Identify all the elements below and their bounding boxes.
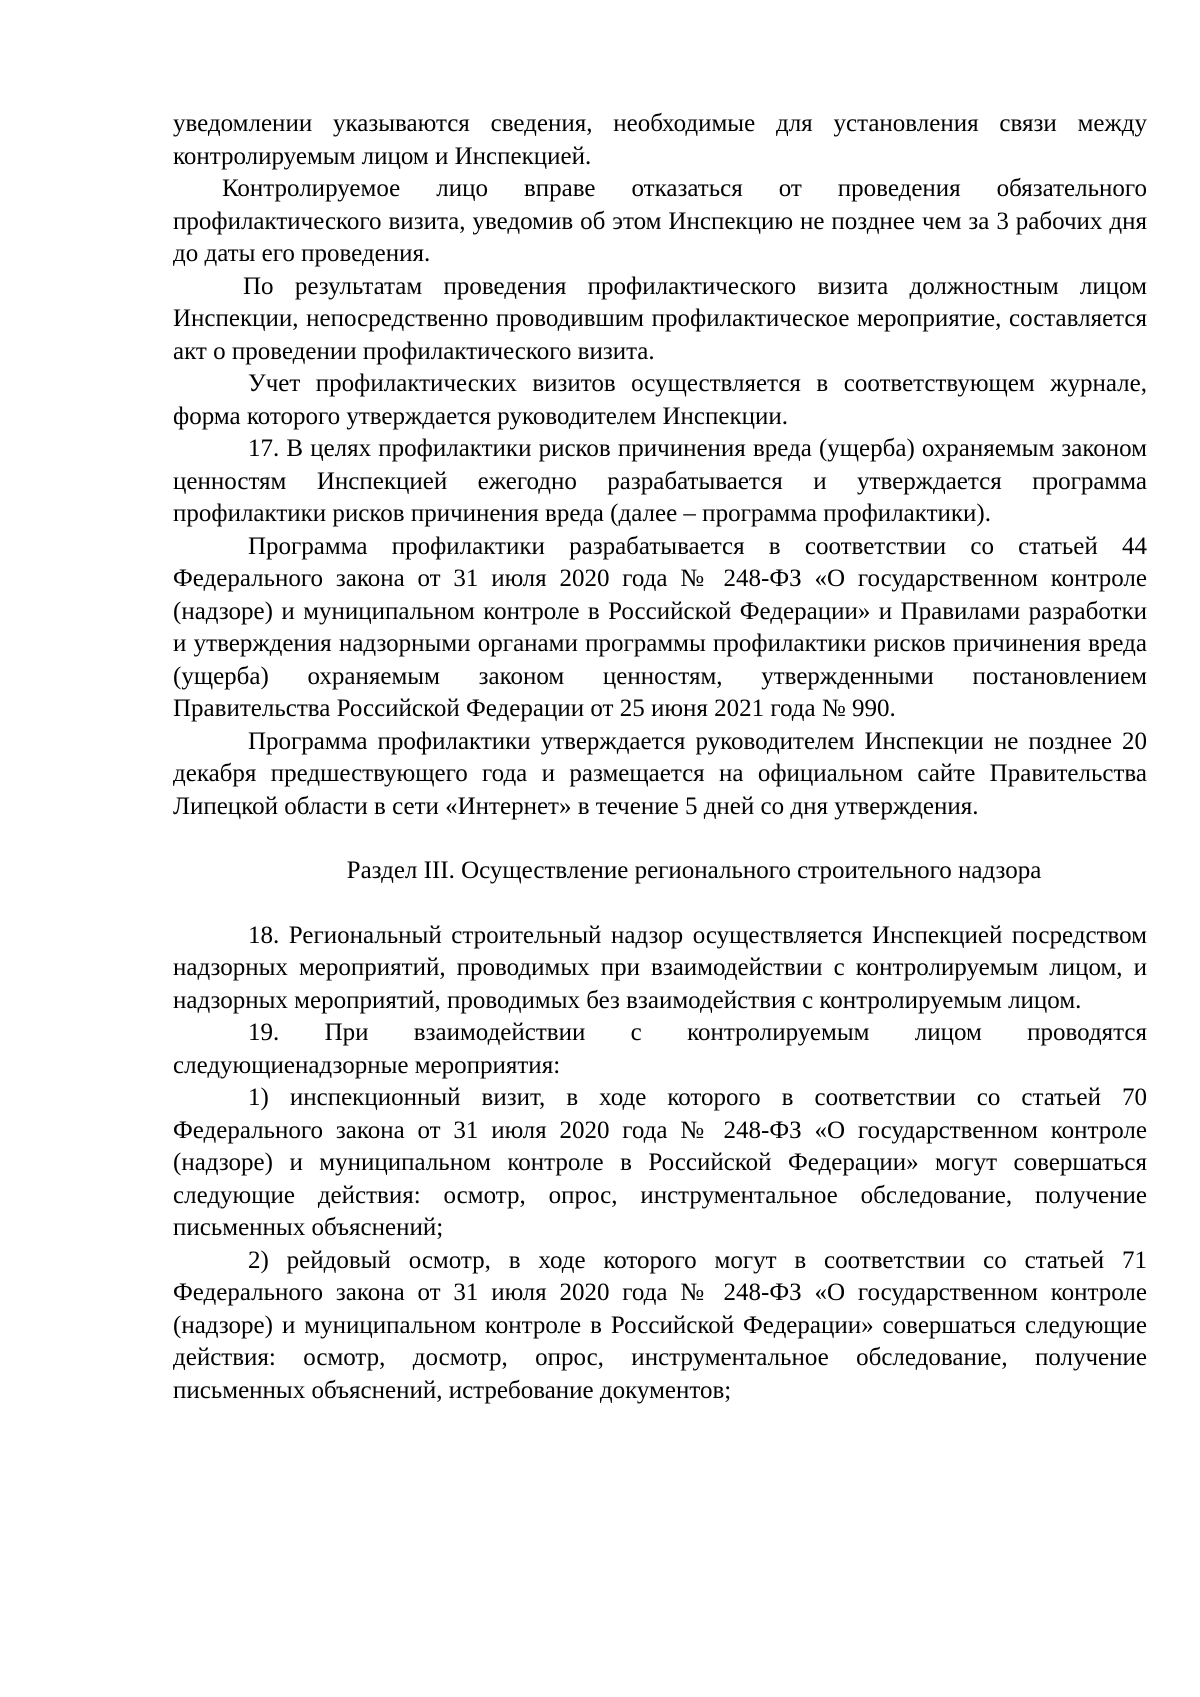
paragraph-refusal-of-visit: Контролируемое лицо вправе отказаться от проведения обязательного профилактического визита, уведомив об этом Инспекцию не позднее чем за 3 рабочих дня до даты его проведения. <box>173 175 1147 267</box>
paragraph-program-approval: Программа профилактики утверждается руководителем Инспекции не позднее 20 декабря предшествующего года и размещается на официальном сайте Правительства Липецкой области в сети «Интернет» в течение 5 дней со дня утверждения. <box>173 727 1147 820</box>
list-item-inspection-visit: 1) инспекционный визит, в ходе которого в соответствии со статьей 70 Федерального закона от 31 июля 2020 года № 248-ФЗ «О государственном контроле (надзоре) и муниципальном контроле в Российской Федерации» могут совершаться следующие действия: осмотр, опрос, инструментальное обследование, получение письменных объяснений; <box>173 1084 1147 1241</box>
list-item-raid-inspection: 2) рейдовый осмотр, в ходе которого могут в соответствии со статьей 71 Федерального закона от 31 июля 2020 года № 248-ФЗ «О государственном контроле (надзоре) и муниципальном контроле в Российской Федерации» совершаться следующие действия: осмотр, досмотр, опрос, инструментальное обследование, получение письменных объяснений, истребование документов; <box>173 1246 1147 1404</box>
paragraph-visit-results: По результатам проведения профилактического визита должностным лицом Инспекции, непосредственно проводившим профилактическое мероприятие, составляется акт о проведении профилактического визита. <box>173 272 1147 365</box>
document-page <box>173 108 1147 1407</box>
paragraph-program-development: Программа профилактики разрабатывается в соответствии со статьей 44 Федерального закона от 31 июля 2020 года № 248-ФЗ «О государственном контроле (надзоре) и муниципальном контроле в Российской Федерации» и Правилами разработки и утверждения надзорными органами программы профилактики рисков причинения вреда (ущерба) охраняемым законом ценностям, утвержденными постановлением Правительства Российской Федерации от 25 июня 2021 года № 990. <box>173 532 1147 722</box>
paragraph-item-18: 18. Региональный строительный надзор осуществляется Инспекцией посредством надзорных мероприятий, проводимых при взаимодействии с контролируемым лицом, и надзорных мероприятий, проводимых без взаимодействия с контролируемым лицом. <box>173 921 1147 1014</box>
paragraph-item-19: 19. При взаимодействии с контролируемым лицом проводятся следующиенадзорные мероприятия: <box>173 1019 1147 1079</box>
paragraph-item-17: 17. В целях профилактики рисков причинения вреда (ущерба) охраняемым законом ценностям Инспекцией ежегодно разрабатывается и утверждается программа профилактики рисков причинения вреда (далее – программа профилактики). <box>173 435 1147 527</box>
spacer <box>173 888 1147 920</box>
spacer <box>173 823 1147 855</box>
paragraph-visit-journal: Учет профилактических визитов осуществляется в соответствующем журнале, форма которого утверждается руководителем Инспекции. <box>173 370 1147 430</box>
paragraph-notification-details: уведомлении указываются сведения, необходимые для установления связи между контролируемым лицом и Инспекцией. <box>173 110 1147 170</box>
section-heading: Раздел III. Осуществление регионального строительного надзора <box>346 857 1042 884</box>
